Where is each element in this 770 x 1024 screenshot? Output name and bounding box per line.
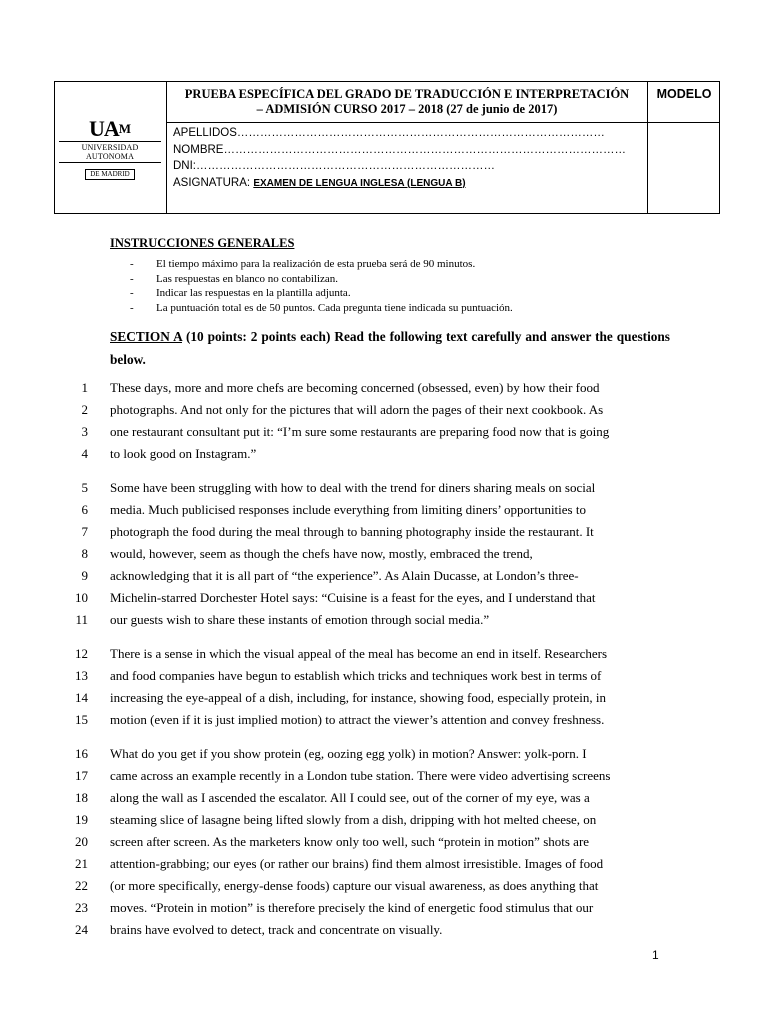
line-text: would, however, seem as though the chefs have now, mostly, embraced the trend, [110,546,533,561]
logo-mark: $UA^M$ [88,116,132,141]
line-text: photograph the food during the meal through to banning photography inside the restaurant. It [110,524,594,539]
text-line [0,809,770,831]
section-instructions: (10 points: 2 points each) Read the following text carefully and answer the questions below. [110,329,670,367]
line-number: 7 [81,524,88,539]
line-number: 17 [75,768,88,783]
line-number: 20 [75,834,88,849]
asignatura-value: EXAMEN DE LENGUA INGLESA (LENGUA B) [253,177,466,189]
text-line [0,399,770,421]
line-text: media. Much publicised responses include everything from limiting diners’ opportunities to [110,502,586,517]
text-line [0,897,770,919]
text-line [0,377,770,399]
line-number: 8 [81,546,88,561]
text-line [0,919,770,941]
line-number: 6 [81,502,88,517]
line-text: moves. “Protein in motion” is therefore precisely the kind of energetic food stimulus that our [110,900,594,915]
apellidos-field: APELLIDOS…………………………………………………………………………………… [173,127,605,139]
line-text: These days, more and more chefs are becoming concerned (obsessed, even) by how their food [110,380,600,395]
line-number: 3 [81,424,88,439]
section-label: SECTION A [110,329,182,344]
text-line [0,443,770,465]
instruction-item: - La puntuación total es de 50 puntos. Cada pregunta tiene indicada su puntuación. [130,301,513,314]
line-text: (or more specifically, energy-dense foods) capture our visual awareness, as does anything that [110,878,599,893]
line-text: increasing the eye-appeal of a dish, including, for instance, showing food, especially protein, in [110,690,607,705]
line-number: 9 [81,568,88,583]
line-text: What do you get if you show protein (eg, oozing egg yolk) in motion? Answer: yolk-porn. I [110,746,587,761]
logo-line2: DE MADRID [85,169,134,180]
line-number: 2 [81,402,88,417]
text-line [0,787,770,809]
header-divider [647,82,648,213]
instructions-list [130,257,513,315]
instruction-item: - Las respuestas en blanco no contabilizan. [130,272,339,285]
instructions-title: INSTRUCCIONES GENERALES [110,236,295,250]
line-number: 15 [75,712,88,727]
text-line [0,687,770,709]
page-number: 1 [652,948,659,962]
line-text: motion (even if it is just implied motion) to attract the viewer’s attention and convey freshness. [110,712,605,727]
nombre-field: NOMBRE…………………………………………………………………………………………… [173,143,626,156]
text-line [0,543,770,565]
line-text: Michelin-starred Dorchester Hotel says: “Cuisine is a feast for the eyes, and I understand that [110,590,596,605]
text-line [0,853,770,875]
text-line [0,875,770,897]
logo-line1: UNIVERSIDAD AUTONOMA [59,141,161,163]
text-line [0,499,770,521]
text-line [0,709,770,731]
text-line [0,609,770,631]
asignatura-field [173,175,626,193]
line-number: 1 [81,380,88,395]
asignatura-label: ASIGNATURA: [173,176,254,189]
line-number: 24 [75,922,88,937]
line-number: 21 [75,856,88,871]
exam-title-line2: – ADMISIÓN CURSO 2017 – 2018 (27 de junio de 2017) [256,102,558,116]
line-text: came across an example recently in a London tube station. There were video advertising screens [110,768,611,783]
text-line [0,477,770,499]
modelo-label: MODELO [656,87,712,101]
line-number: 10 [75,590,88,605]
line-text: Some have been struggling with how to deal with the trend for diners sharing meals on social [110,480,596,495]
line-text: along the wall as I ascended the escalator. All I could see, out of the corner of my eye, was a [110,790,590,805]
exam-header-table [54,81,720,214]
line-text: brains have evolved to detect, track and concentrate on visually. [110,922,443,937]
instruction-item: - El tiempo máximo para la realización de esta prueba será de 90 minutos. [130,258,476,270]
line-number: 23 [75,900,88,915]
line-number: 22 [75,878,88,893]
line-number: 11 [75,612,88,627]
line-text: photographs. And not only for the pictures that will adorn the pages of their next cookbook. As [110,402,604,417]
line-number: 12 [75,646,88,661]
text-line [0,831,770,853]
text-line [0,421,770,443]
text-line [0,521,770,543]
dni-field: DNI:…………………………………………………………………… [173,160,495,172]
line-text: and food companies have begun to establish which tricks and techniques work best in terms of [110,668,602,683]
line-text: screen after screen. As the marketers know only too well, such “protein in motion” shots are [110,834,590,849]
line-number: 4 [81,446,88,461]
text-line [0,643,770,665]
line-number: 16 [75,746,88,761]
university-logo [57,118,163,181]
line-number: 13 [75,668,88,683]
section-heading [110,325,670,371]
text-line [0,587,770,609]
text-line [0,565,770,587]
line-number: 19 [75,812,88,827]
line-text: our guests wish to share these instants of emotion through social media.” [110,612,490,627]
line-text: to look good on Instagram.” [110,446,257,461]
line-number: 5 [81,480,88,495]
line-text: steaming slice of lasagne being lifted slowly from a dish, dripping with hot melted cheese, on [110,812,597,827]
line-number: 14 [75,690,88,705]
line-text: acknowledging that it is all part of “the experience”. As Alain Ducasse, at London’s three- [110,568,579,583]
exam-title-line1: PRUEBA ESPECÍFICA DEL GRADO DE TRADUCCIÓN E INTERPRETACIÓN [184,87,630,101]
line-text: There is a sense in which the visual appeal of the meal has become an end in itself. Researchers [110,646,608,661]
header-divider [166,122,720,123]
student-fields [173,125,626,192]
exam-title [167,87,647,117]
line-text: attention-grabbing; our eyes (or rather our brains) find them almost irresistible. Images of food [110,856,604,871]
text-line [0,765,770,787]
text-line [0,743,770,765]
line-text: one restaurant consultant put it: “I’m sure some restaurants are preparing food now that is going [110,424,610,439]
instruction-item: - Indicar las respuestas en la plantilla adjunta. [130,287,351,299]
line-number: 18 [75,790,88,805]
text-line [0,665,770,687]
